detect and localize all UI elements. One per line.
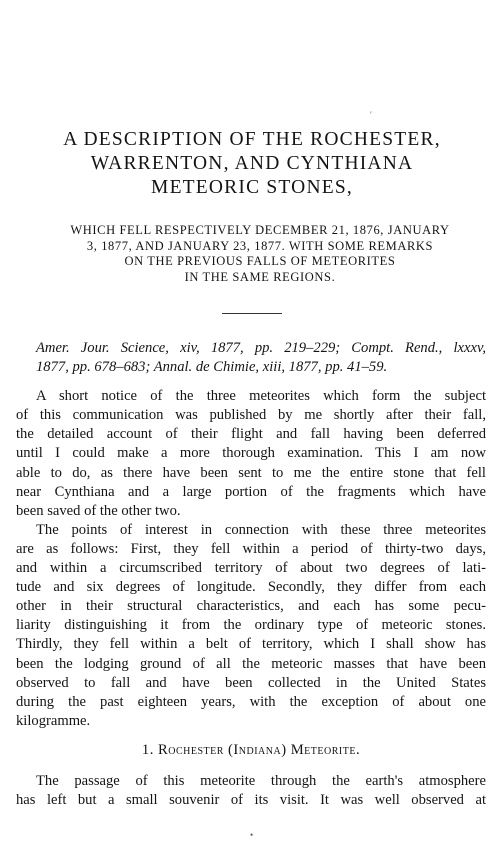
text-line: The points of interest in connection with these three meteorites (36, 521, 486, 538)
body-text (16, 339, 486, 810)
text-line: observed to fall and have been collected in the United States (16, 674, 486, 691)
title-line: A DESCRIPTION OF THE ROCHESTER, (63, 129, 441, 150)
margin-mark: ′ (370, 110, 372, 120)
text-line: until I could make a more thorough examination. This I am now (16, 445, 486, 462)
reference-citation (16, 339, 486, 377)
reference-line: 1877, pp. 678–683; Annal. de Chimie, xiii, 1877, pp. 41–59. (36, 359, 388, 376)
subtitle-line: 3, 1877, AND JANUARY 23, 1877. WITH SOME REMARKS (86, 238, 434, 253)
text-line: of this communication was published by me shortly after their fall, (16, 407, 486, 424)
paragraph (16, 772, 486, 810)
text-line: and within a circumscribed territory of about two degrees of lati- (16, 560, 486, 577)
subtitle-line: IN THE SAME REGIONS. (184, 269, 336, 284)
title-line: METEORIC STONES, (151, 177, 353, 198)
text-line: liarity distinguishing it from the ordinary type of meteoric stones. (16, 617, 486, 634)
text-line: during the past eighteen years, with the exception of about one (16, 693, 486, 710)
text-line: The passage of this meteorite through the earth's atmosphere (36, 772, 486, 789)
page-subtitle (20, 223, 500, 285)
page-title (40, 128, 464, 200)
text-line: are as follows: First, they fell within a period of thirty-two days, (16, 540, 486, 557)
subtitle-line: WHICH FELL RESPECTIVELY DECEMBER 21, 1876, JANUARY (70, 223, 450, 237)
text-line: near Cynthiana and a large portion of the fragments which have (16, 483, 486, 500)
text-line: been saved of the other two. (16, 502, 181, 519)
text-line: the detailed account of their flight and fall having been deferred (16, 426, 486, 443)
paragraph (16, 387, 486, 521)
text-line: A short notice of the three meteorites which form the subject (36, 388, 486, 405)
text-line: tude and six degrees of longitude. Secondly, they differ from each (16, 579, 486, 596)
page-mark: • (250, 830, 254, 840)
subtitle-line: ON THE PREVIOUS FALLS OF METEORITES (124, 254, 396, 268)
text-line: has left but a small souvenir of its visit. It was well observed at (16, 792, 486, 809)
text-line: other in their structural characteristics, and each has some pecu- (16, 598, 486, 615)
reference-line: Amer. Jour. Science, xiv, 1877, pp. 219–229; Compt. Rend., lxxxv, (36, 340, 486, 356)
title-line: WARRENTON, AND CYNTHIANA (90, 153, 414, 174)
text-line: kilogramme. (16, 712, 91, 729)
paragraph (16, 521, 486, 731)
section-divider (222, 313, 282, 314)
text-line: Thirdly, they fell within a belt of territory, which I shall show has (16, 636, 486, 653)
text-line: able to do, as there have been sent to me the entire stone that fell (16, 464, 486, 481)
text-line: been the lodging ground of all the meteoric masses that have been (16, 655, 486, 672)
section-heading: 1. Rochester (Indiana) Meteorite. (141, 741, 361, 758)
